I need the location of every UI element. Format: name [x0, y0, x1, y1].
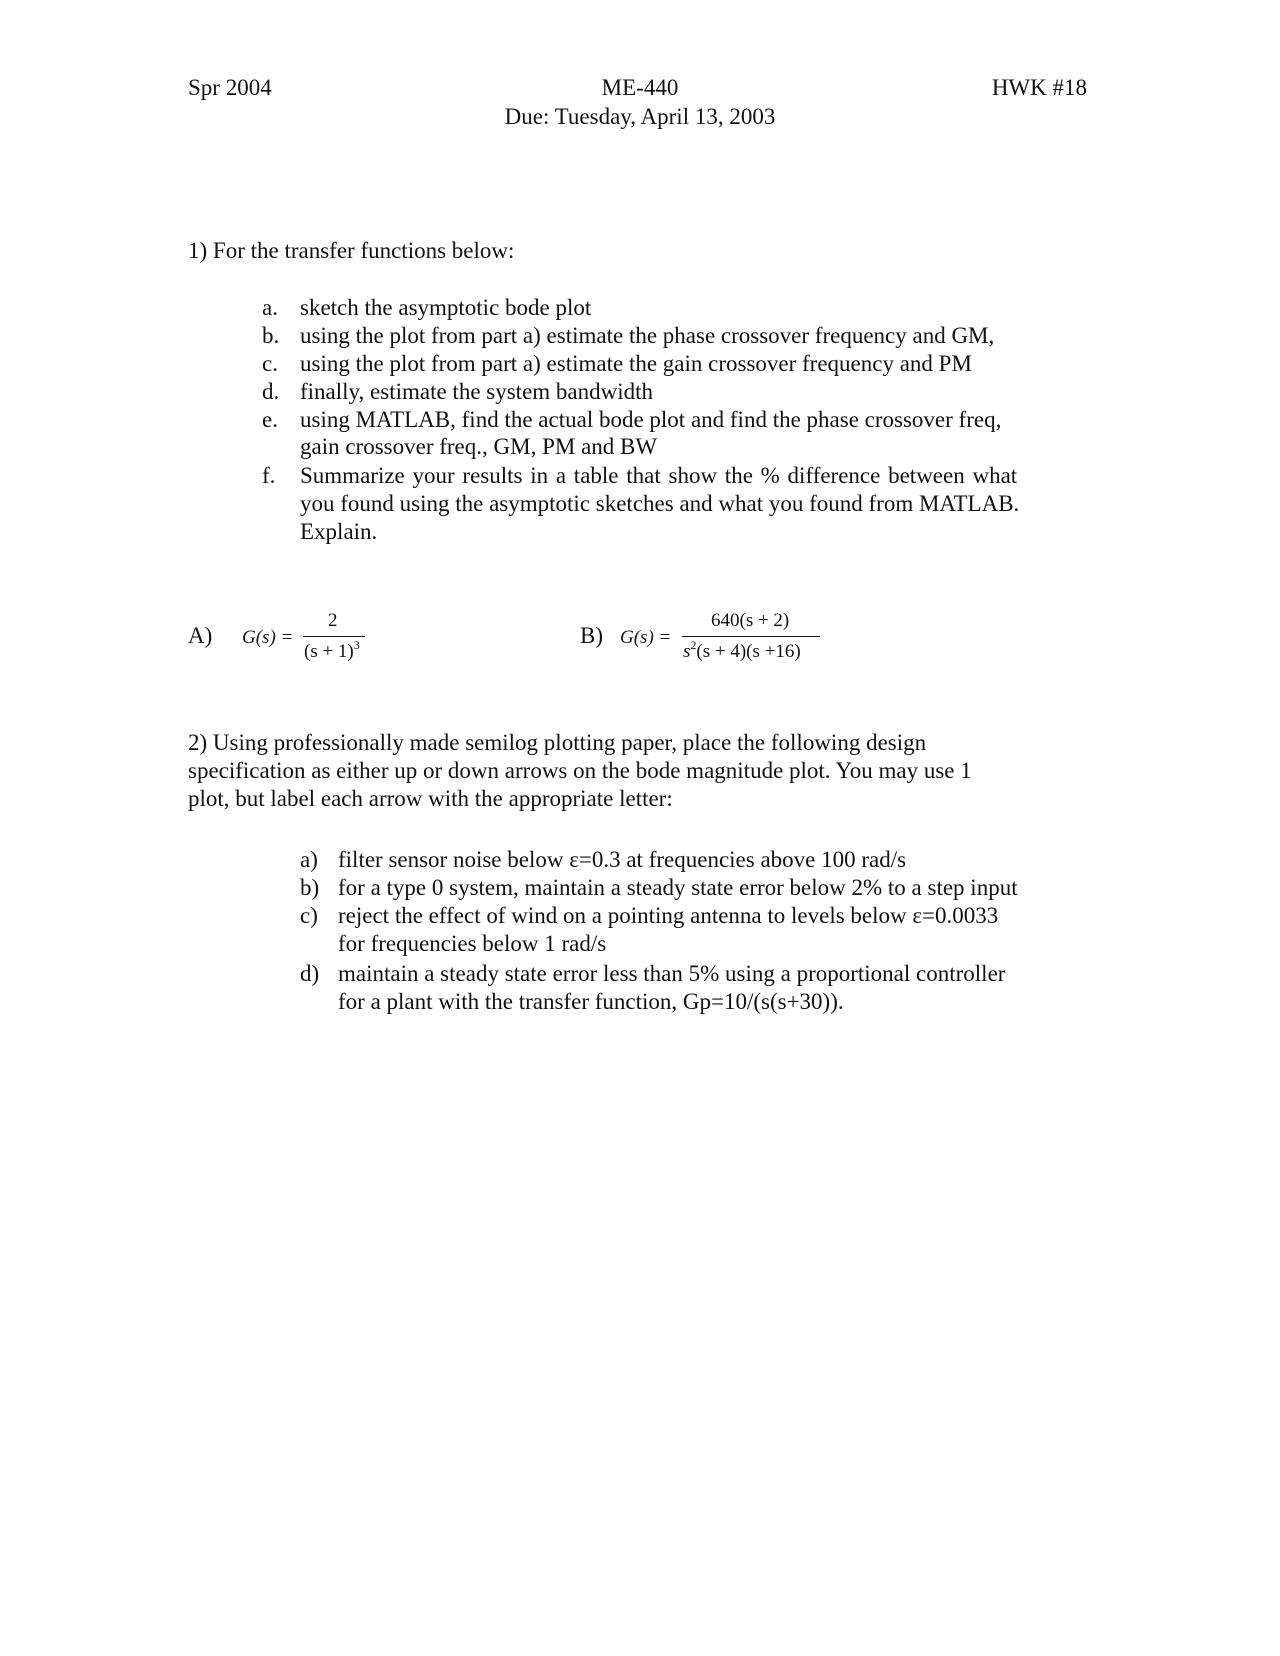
item-label: d) [300, 961, 320, 986]
tf-b-den-rest: (s + 4)(s +16) [696, 641, 801, 662]
item-text: for frequencies below 1 rad/s [338, 931, 607, 956]
item-label: b. [262, 323, 280, 348]
item-label: c) [300, 903, 318, 928]
item-text: you found using the asymptotic sketches and what you found from MATLAB. [300, 491, 1020, 516]
course-title: ME-440 [601, 75, 679, 100]
item-text: reject the effect of wind on a pointing antenna to levels below ε=0.0033 [338, 903, 999, 928]
item-label: a. [262, 295, 278, 320]
due-date: Due: Tuesday, April 13, 2003 [504, 104, 776, 129]
item-text: using the plot from part a) estimate the phase crossover frequency and GM, [300, 323, 995, 348]
item-text: Explain. [300, 519, 378, 544]
tf-a-numerator: 2 [328, 610, 338, 631]
semester-label: Spr 2004 [188, 75, 272, 100]
item-text: for a plant with the transfer function, Gp=10/(s(s+30)). [338, 989, 844, 1014]
tf-b-lhs: G(s) = [620, 627, 672, 648]
item-text: filter sensor noise below ε=0.3 at frequencies above 100 rad/s [338, 847, 907, 872]
tf-b-den-s: s [683, 641, 691, 662]
item-label: f. [262, 463, 276, 488]
item-text: Summarize your results in a table that show the % difference between what [300, 463, 1018, 488]
item-text: finally, estimate the system bandwidth [300, 379, 654, 404]
tf-a-lhs: G(s) = [242, 627, 294, 648]
tf-b-numerator: 640(s + 2) [711, 610, 790, 631]
item-label: e. [262, 407, 278, 432]
tf-a-den-base: (s + 1) [304, 641, 354, 662]
homework-number: HWK #18 [991, 75, 1087, 100]
tf-a-label: A) [188, 623, 213, 648]
intro-line: 2) Using professionally made semilog plotting paper, place the following design [188, 730, 927, 755]
item-text: for a type 0 system, maintain a steady state error below 2% to a step input [338, 875, 1018, 900]
problem-1-intro: 1) For the transfer functions below: [188, 238, 515, 263]
intro-line: plot, but label each arrow with the appropriate letter: [188, 786, 673, 811]
tf-a-fraction-bar [303, 636, 365, 637]
tf-b-denominator [683, 638, 801, 663]
item-text: maintain a steady state error less than 5% using a proportional controller [338, 961, 1006, 986]
item-label: a) [300, 847, 318, 872]
tf-b-den-exponent: 2 [690, 638, 697, 652]
intro-line: specification as either up or down arrows on the bode magnitude plot. You may use 1 [188, 758, 972, 783]
tf-a-den-exponent: 3 [353, 638, 360, 652]
tf-a-denominator [304, 638, 360, 663]
tf-b-fraction-bar [682, 636, 820, 637]
item-text: sketch the asymptotic bode plot [300, 295, 592, 320]
item-text: gain crossover freq., GM, PM and BW [300, 434, 658, 459]
item-label: b) [300, 875, 320, 900]
item-text: using the plot from part a) estimate the gain crossover frequency and PM [300, 351, 972, 376]
tf-b-label: B) [580, 623, 603, 648]
item-text: using MATLAB, find the actual bode plot and find the phase crossover freq, [300, 407, 1002, 432]
item-label: c. [262, 351, 278, 376]
item-label: d. [262, 379, 280, 404]
